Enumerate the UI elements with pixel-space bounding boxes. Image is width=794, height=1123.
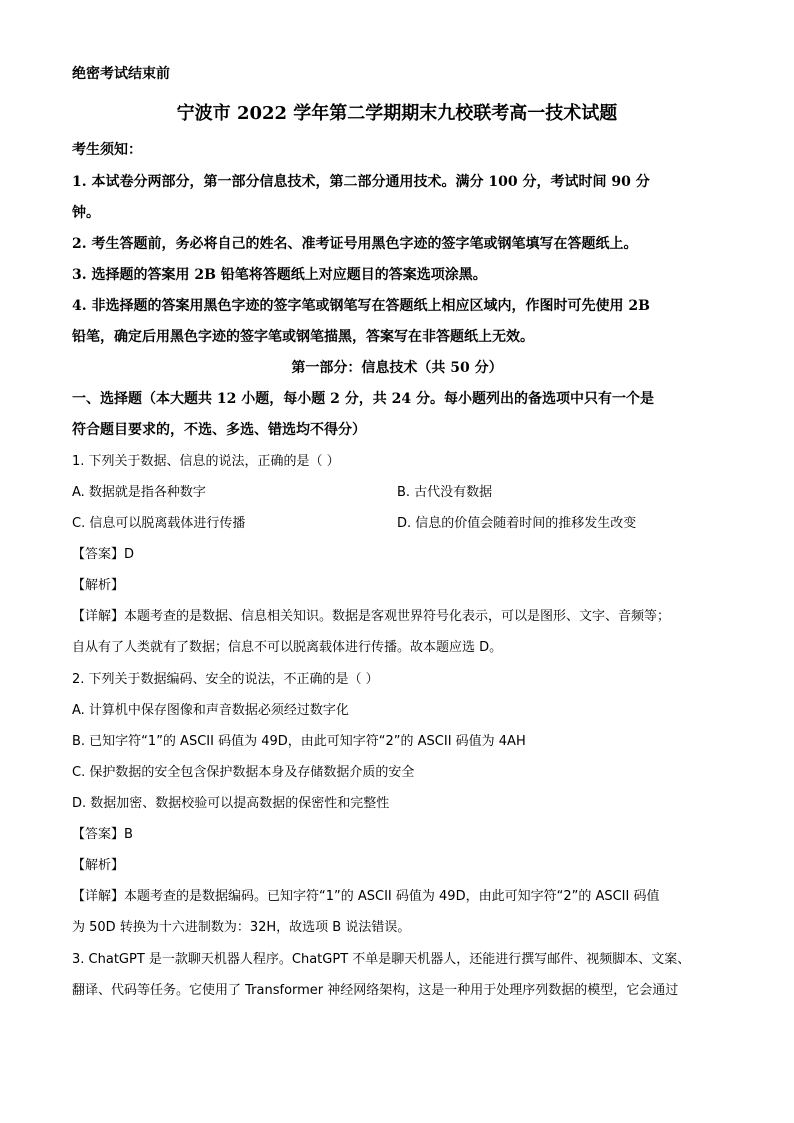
- question-1-detail-cont: 自从有了人类就有了数据；信息不可以脱离载体进行传播。故本题应选 D。: [72, 640, 503, 655]
- question-1-stem: 1. 下列关于数据、信息的说法，正确的是（ ）: [72, 454, 340, 469]
- notice-item-1: 1. 本试卷分两部分，第一部分信息技术，第二部分通用技术。满分 100 分，考试时间 90 分: [72, 174, 650, 190]
- question-1-option-c: C. 信息可以脱离载体进行传播: [72, 516, 246, 531]
- section-heading: 一、选择题（本大题共 12 小题，每小题 2 分，共 24 分。每小题列出的备选项中只有一个是: [72, 391, 654, 407]
- question-2-option-c: C. 保护数据的安全包含保护数据本身及存储数据介质的安全: [72, 765, 415, 780]
- question-2-analysis-label: 【解析】: [72, 858, 125, 873]
- question-2-option-b: B. 已知字符“1”的 ASCII 码值为 49D，由此可知字符“2”的 ASCII 码值为 4AH: [72, 734, 526, 749]
- question-1-option-a: A. 数据就是指各种数字: [72, 485, 206, 500]
- question-2-detail: 【详解】本题考查的是数据编码。已知字符“1”的 ASCII 码值为 49D，由此可知字符“2”的 ASCII 码值: [72, 889, 660, 904]
- notice-item-3: 3. 选择题的答案用 2B 铅笔将答题纸上对应题目的答案选项涂黑。: [72, 267, 487, 283]
- question-1-answer: 【答案】D: [72, 547, 135, 562]
- notice-item-4-cont: 铅笔，确定后用黑色字迹的签字笔或钢笔描黑，答案写在非答题纸上无效。: [72, 329, 534, 345]
- notice-item-2: 2. 考生答题前，务必将自己的姓名、准考证号用黑色字迹的签字笔或钢笔填写在答题纸上。: [72, 236, 638, 252]
- page-title: 宁波市 2022 学年第二学期期末九校联考高一技术试题: [176, 103, 618, 124]
- question-2-option-d: D. 数据加密、数据校验可以提高数据的保密性和完整性: [72, 796, 390, 811]
- question-1-analysis-label: 【解析】: [72, 578, 125, 593]
- question-3-stem-cont: 翻译、代码等任务。它使用了 Transformer 神经网络架构，这是一种用于处理序列数据的模型，它会通过: [72, 983, 679, 998]
- question-2-detail-cont: 为 50D 转换为十六进制数为：32H，故选项 B 说法错误。: [72, 920, 411, 935]
- question-2-stem: 2. 下列关于数据编码、安全的说法，不正确的是（ ）: [72, 672, 379, 687]
- confidential-label: 绝密考试结束前: [72, 66, 170, 82]
- question-3-stem: 3. ChatGPT 是一款聊天机器人程序。ChatGPT 不单是聊天机器人，还能进行撰写邮件、视频脚本、文案、: [72, 952, 691, 967]
- question-1-detail: 【详解】本题考查的是数据、信息相关知识。数据是客观世界符号化表示，可以是图形、文字、音频等；: [72, 609, 671, 624]
- notice-item-1-cont: 钟。: [72, 205, 100, 221]
- question-1-option-d: D. 信息的价值会随着时间的推移发生改变: [397, 516, 637, 531]
- part-heading: 第一部分：信息技术（共 50 分）: [291, 360, 503, 376]
- notice-heading: 考生须知：: [72, 142, 142, 158]
- question-1-option-b: B. 古代没有数据: [397, 485, 493, 500]
- question-2-answer: 【答案】B: [72, 827, 133, 842]
- section-heading-cont: 符合题目要求的，不选、多选、错选均不得分）: [72, 422, 366, 438]
- notice-item-4: 4. 非选择题的答案用黑色字迹的签字笔或钢笔写在答题纸上相应区域内，作图时可先使用 2B: [72, 298, 650, 314]
- question-2-option-a: A. 计算机中保存图像和声音数据必须经过数字化: [72, 703, 349, 718]
